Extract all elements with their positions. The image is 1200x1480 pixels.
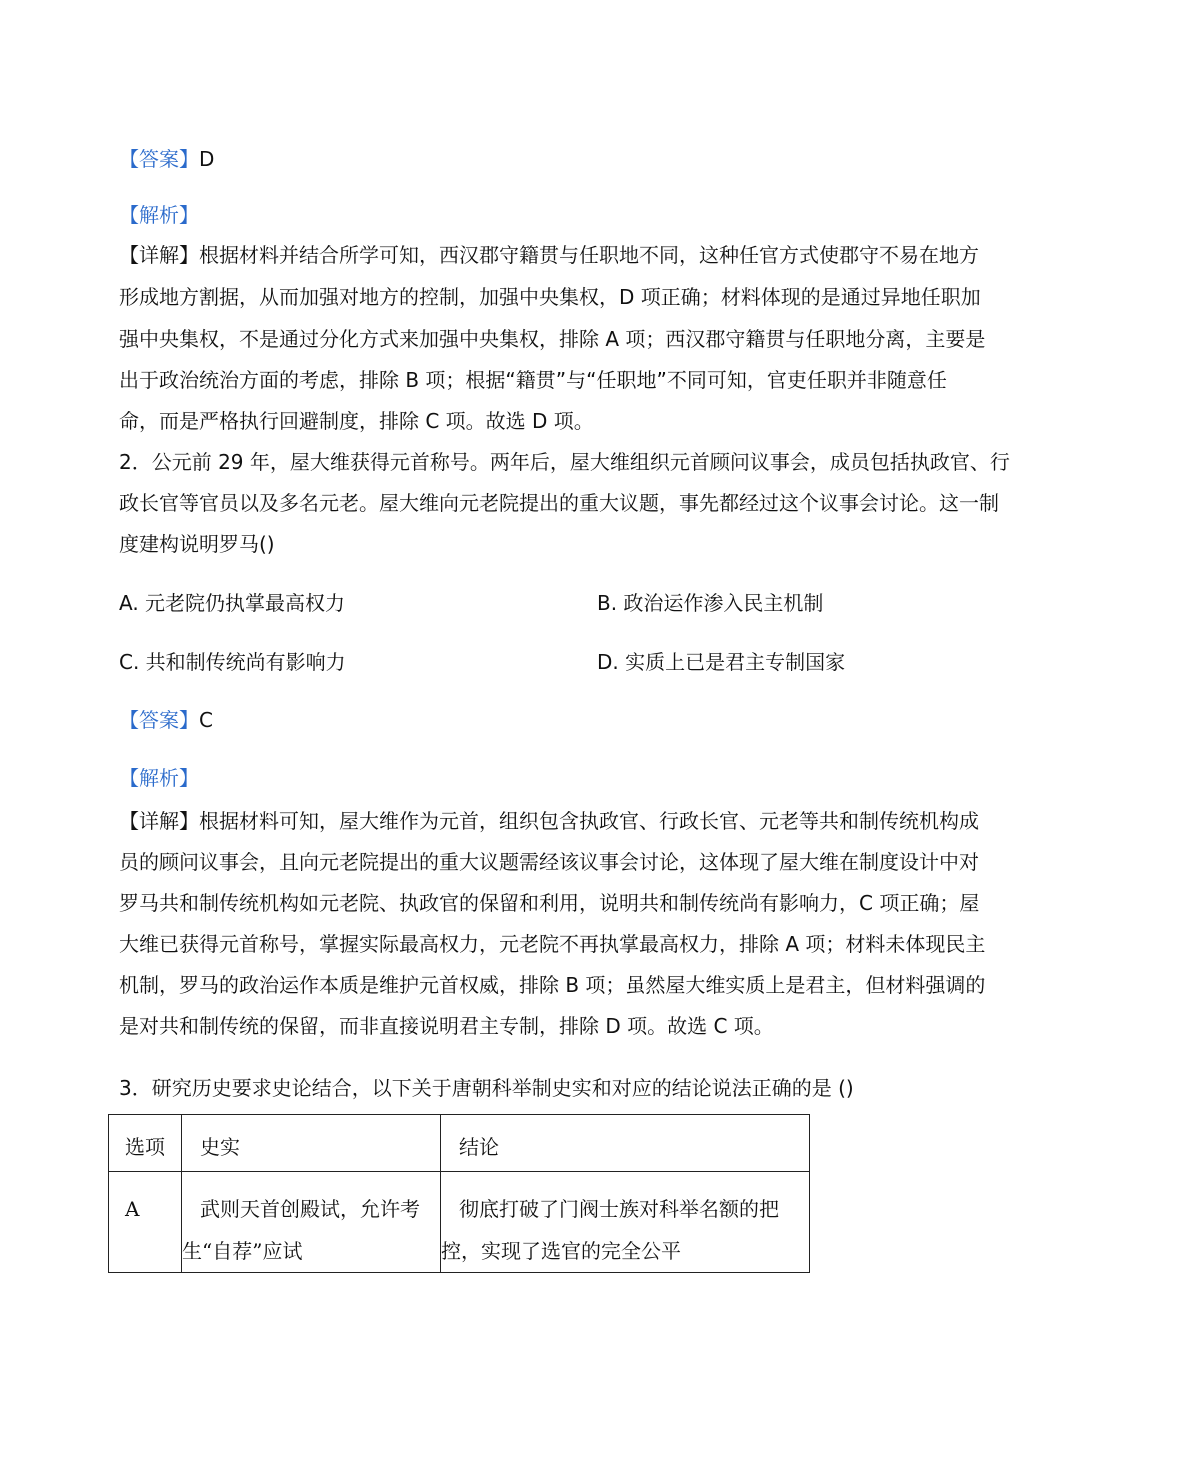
table-header-cell: 史实 [182, 1115, 441, 1172]
q2-detail-line: 员的顾问议事会，且向元老院提出的重大议题需经该议事会讨论，这体现了屋大维在制度设计中对 [119, 850, 979, 874]
table-header-cell: 结论 [441, 1115, 810, 1172]
q1-answer-label: 【答案】 [119, 147, 199, 171]
table-cell: 武则天首创殿试，允许考生“自荐”应试 [182, 1172, 441, 1273]
q2-stem-line: 度建构说明罗马() [119, 532, 275, 556]
q1-detail-line: 强中央集权，不是通过分化方式来加强中央集权，排除 A 项；西汉郡守籍贯与任职地分离，主要是 [119, 327, 986, 351]
q2-option-c: C. 共和制传统尚有影响力 [119, 650, 346, 674]
q2-answer-value: C [199, 708, 213, 732]
q3-stem: 3．研究历史要求史论结合，以下关于唐朝科举制史实和对应的结论说法正确的是 () [119, 1076, 854, 1100]
q1-detail-line: 命，而是严格执行回避制度，排除 C 项。故选 D 项。 [119, 409, 594, 433]
q1-detail-line: 【详解】根据材料并结合所学可知，西汉郡守籍贯与任职地不同，这种任官方式使郡守不易在地方 [119, 243, 979, 267]
q2-answer-line [119, 708, 213, 732]
table-row [109, 1172, 810, 1273]
q1-detail-line: 形成地方割据，从而加强对地方的控制，加强中央集权，D 项正确；材料体现的是通过异地任职加 [119, 285, 981, 309]
q2-analysis-line [119, 766, 199, 790]
table-cell: 彻底打破了门阀士族对科举名额的把控，实现了选官的完全公平 [441, 1172, 810, 1273]
q2-detail-line: 【详解】根据材料可知，屋大维作为元首，组织包含执政官、行政长官、元老等共和制传统机构成 [119, 809, 979, 833]
q2-option-b: B. 政治运作渗入民主机制 [597, 591, 824, 615]
q2-option-a: A. 元老院仍执掌最高权力 [119, 591, 346, 615]
q2-detail-line: 罗马共和制传统机构如元老院、执政官的保留和利用，说明共和制传统尚有影响力，C 项正确；屋 [119, 891, 980, 915]
q3-table [108, 1114, 810, 1273]
q2-option-d: D. 实质上已是君主专制国家 [597, 650, 846, 674]
q1-detail-line: 出于政治统治方面的考虑，排除 B 项；根据“籍贯”与“任职地”不同可知，官吏任职并非随意任 [119, 368, 947, 392]
q2-detail-line: 是对共和制传统的保留，而非直接说明君主专制，排除 D 项。故选 C 项。 [119, 1014, 774, 1038]
q1-answer-line [119, 147, 214, 171]
q2-answer-label: 【答案】 [119, 708, 199, 732]
q1-analysis-label: 【解析】 [119, 203, 199, 227]
table-header-cell: 选项 [109, 1115, 182, 1172]
q2-detail-line: 机制，罗马的政治运作本质是维护元首权威，排除 B 项；虽然屋大维实质上是君主，但材料强调的 [119, 973, 986, 997]
q1-analysis-line [119, 203, 199, 227]
table-header-row [109, 1115, 810, 1172]
q2-stem-line: 政长官等官员以及多名元老。屋大维向元老院提出的重大议题，事先都经过这个议事会讨论。这一制 [119, 491, 999, 515]
q1-answer-value: D [199, 147, 215, 171]
q2-stem-line: 2．公元前 29 年，屋大维获得元首称号。两年后，屋大维组织元首顾问议事会，成员包括执政官、行 [119, 450, 1010, 474]
table-cell: A [109, 1172, 182, 1273]
q2-analysis-label: 【解析】 [119, 766, 199, 790]
q2-detail-line: 大维已获得元首称号，掌握实际最高权力，元老院不再执掌最高权力，排除 A 项；材料未体现民主 [119, 932, 986, 956]
